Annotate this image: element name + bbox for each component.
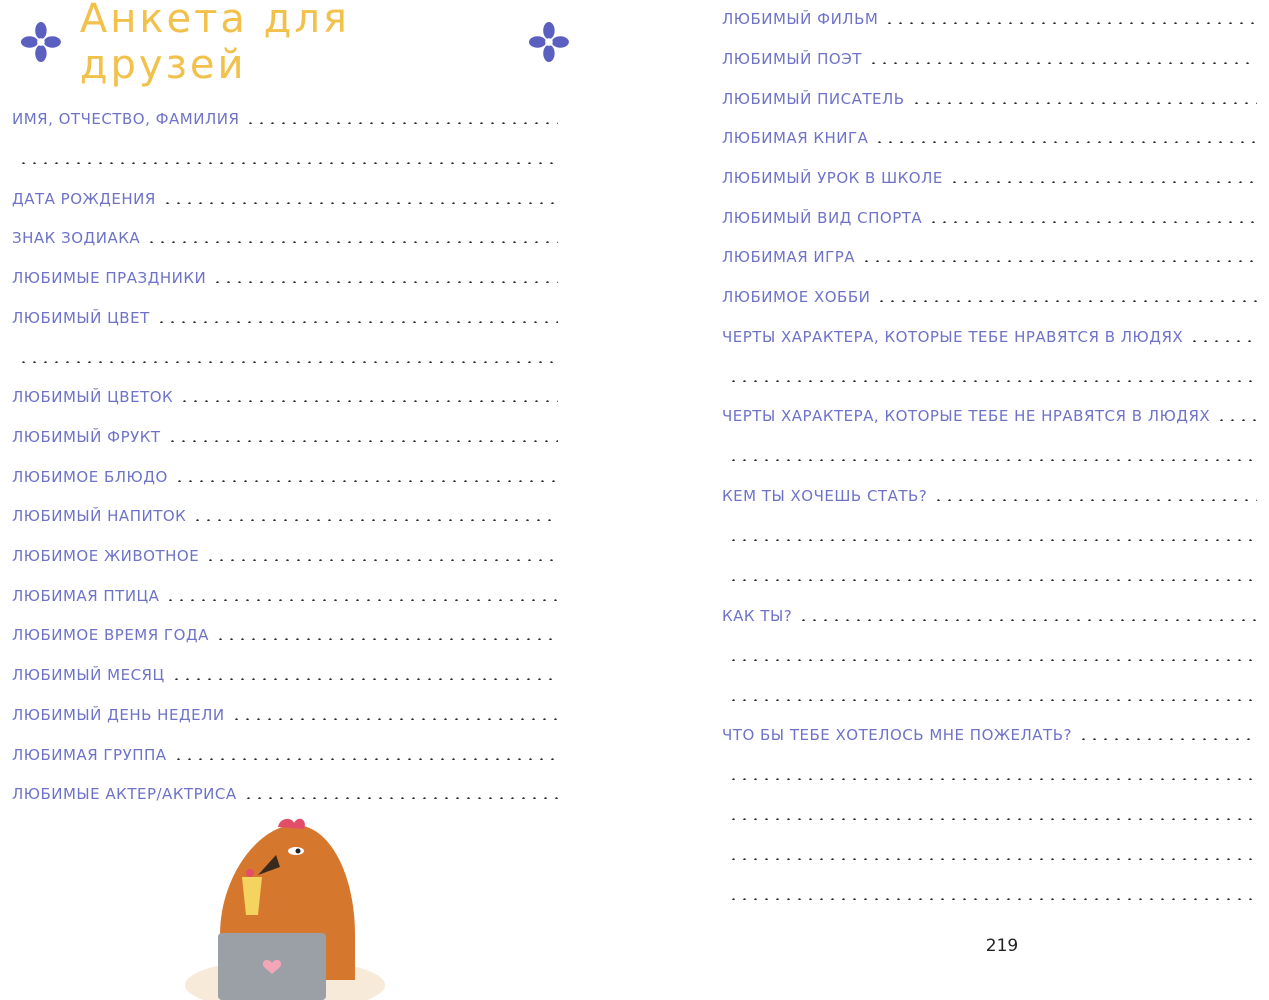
field-label: ЗНАК ЗОДИАКА: [12, 229, 141, 247]
form-line: [722, 362, 1257, 386]
form-line: [12, 144, 558, 168]
dotted-line: [179, 400, 558, 402]
dotted-line: [876, 300, 1257, 302]
left-page: [0, 0, 570, 1000]
dotted-line: [928, 221, 1257, 223]
dotted-line: [192, 519, 558, 521]
form-line: [722, 760, 1257, 784]
form-line: [722, 401, 1257, 425]
dotted-line: [173, 758, 558, 760]
field-label: ЛЮБИМАЯ ГРУППА: [12, 746, 167, 764]
form-line: [722, 521, 1257, 545]
field-label: ЛЮБИМЫЕ ПРАЗДНИКИ: [12, 269, 207, 287]
field-label: ЛЮБИМЫЙ ФИЛЬМ: [722, 10, 879, 28]
form-line: [12, 263, 558, 287]
dotted-line: [933, 499, 1257, 501]
form-line: [12, 700, 558, 724]
form-line: [722, 720, 1257, 744]
dotted-line: [1189, 340, 1257, 342]
dotted-line: [18, 361, 558, 363]
field-label: ЧЕРТЫ ХАРАКТЕРА, КОТОРЫЕ ТЕБЕ НРАВЯТСЯ В ЛЮДЯХ: [722, 328, 1184, 346]
dotted-line: [728, 380, 1257, 382]
dotted-line: [728, 579, 1257, 581]
dotted-line: [728, 459, 1257, 461]
form-line: [12, 501, 558, 525]
form-line: [722, 322, 1257, 346]
dotted-line: [245, 122, 558, 124]
form-line: [12, 620, 558, 644]
dotted-line: [165, 599, 558, 601]
form-line: [722, 282, 1257, 306]
form-line: [722, 561, 1257, 585]
field-label: ЛЮБИМАЯ ПТИЦА: [12, 587, 160, 605]
field-label: КЕМ ТЫ ХОЧЕШЬ СТАТЬ?: [722, 487, 928, 505]
field-label: ЛЮБИМЫЙ ЦВЕТОК: [12, 388, 174, 406]
flower-icon: [528, 20, 570, 64]
dotted-line: [728, 858, 1257, 860]
field-label: КАК ТЫ?: [722, 607, 793, 625]
field-label: ЛЮБИМЫЙ МЕСЯЦ: [12, 666, 165, 684]
dotted-line: [861, 260, 1257, 262]
field-label: ИМЯ, ОТЧЕСТВО, ФАМИЛИЯ: [12, 110, 240, 128]
dotted-line: [1216, 419, 1257, 421]
dotted-line: [171, 678, 558, 680]
field-label: ЛЮБИМОЕ ХОББИ: [722, 288, 871, 306]
dotted-line: [167, 440, 558, 442]
chicken-with-laptop-illustration: [180, 815, 390, 1000]
form-line: [12, 740, 558, 764]
title-row: [20, 0, 570, 88]
field-label: ЛЮБИМАЯ ИГРА: [722, 248, 856, 266]
form-line: [722, 163, 1257, 187]
right-page: [712, 0, 1269, 1000]
field-label: ДАТА РОЖДЕНИЯ: [12, 190, 156, 208]
form-line: [12, 343, 558, 367]
form-line: [722, 242, 1257, 266]
form-line: [12, 422, 558, 446]
form-line: [722, 84, 1257, 108]
form-line: [12, 104, 558, 128]
field-label: ЛЮБИМЫЙ ФРУКТ: [12, 428, 161, 446]
dotted-line: [868, 62, 1257, 64]
field-label: ЛЮБИМЫЙ ДЕНЬ НЕДЕЛИ: [12, 706, 225, 724]
dotted-line: [911, 102, 1257, 104]
dotted-line: [205, 559, 558, 561]
dotted-line: [728, 659, 1257, 661]
form-line: [722, 123, 1257, 147]
form-line: [722, 4, 1257, 28]
form-line: [12, 779, 558, 803]
form-line: [722, 44, 1257, 68]
dotted-line: [728, 699, 1257, 701]
field-label: ЛЮБИМЫЙ НАПИТОК: [12, 507, 187, 525]
form-line: [12, 660, 558, 684]
field-label: ЧТО БЫ ТЕБЕ ХОТЕЛОСЬ МНЕ ПОЖЕЛАТЬ?: [722, 726, 1072, 744]
field-label: ЧЕРТЫ ХАРАКТЕРА, КОТОРЫЕ ТЕБЕ НЕ НРАВЯТСЯ В ЛЮДЯХ: [722, 407, 1211, 425]
dotted-line: [874, 141, 1257, 143]
form-line: [722, 481, 1257, 505]
form-line: [722, 840, 1257, 864]
dotted-line: [212, 281, 558, 283]
field-label: ЛЮБИМЫЙ ПИСАТЕЛЬ: [722, 90, 905, 108]
form-line: [12, 303, 558, 327]
dotted-line: [798, 619, 1257, 621]
form-line: [722, 203, 1257, 227]
form-line: [722, 601, 1257, 625]
dotted-line: [884, 22, 1257, 24]
field-label: ЛЮБИМЫЙ ВИД СПОРТА: [722, 209, 923, 227]
dotted-line: [162, 202, 558, 204]
form-line: [722, 441, 1257, 465]
form-line: [722, 641, 1257, 665]
dotted-line: [728, 539, 1257, 541]
dotted-line: [174, 480, 558, 482]
form-line: [722, 880, 1257, 904]
field-label: ЛЮБИМОЕ ЖИВОТНОЕ: [12, 547, 200, 565]
form-line: [12, 541, 558, 565]
flower-icon: [20, 20, 62, 64]
dotted-line: [728, 898, 1257, 900]
field-label: ЛЮБИМЫЙ ПОЭТ: [722, 50, 862, 68]
form-line: [722, 800, 1257, 824]
form-line: [12, 581, 558, 605]
form-line: [12, 184, 558, 208]
dotted-line: [231, 718, 558, 720]
form-line: [722, 681, 1257, 705]
dotted-line: [156, 321, 558, 323]
form-line: [12, 462, 558, 486]
dotted-line: [949, 181, 1257, 183]
page-title: Анкета для друзей: [79, 0, 350, 88]
dotted-line: [146, 241, 558, 243]
dotted-line: [728, 818, 1257, 820]
field-label: ЛЮБИМЫЙ ЦВЕТ: [12, 309, 150, 327]
field-label: ЛЮБИМЫЙ УРОК В ШКОЛЕ: [722, 169, 943, 187]
dotted-line: [215, 638, 558, 640]
form-line: [12, 382, 558, 406]
form-line: [12, 223, 558, 247]
dotted-line: [18, 162, 558, 164]
field-label: ЛЮБИМОЕ ВРЕМЯ ГОДА: [12, 626, 209, 644]
field-label: ЛЮБИМАЯ КНИГА: [722, 129, 869, 147]
page-number: 219: [985, 936, 1019, 956]
dotted-line: [1078, 738, 1257, 740]
field-label: ЛЮБИМЫЕ АКТЕР/АКТРИСА: [12, 785, 237, 803]
dotted-line: [243, 797, 558, 799]
field-label: ЛЮБИМОЕ БЛЮДО: [12, 468, 168, 486]
dotted-line: [728, 778, 1257, 780]
